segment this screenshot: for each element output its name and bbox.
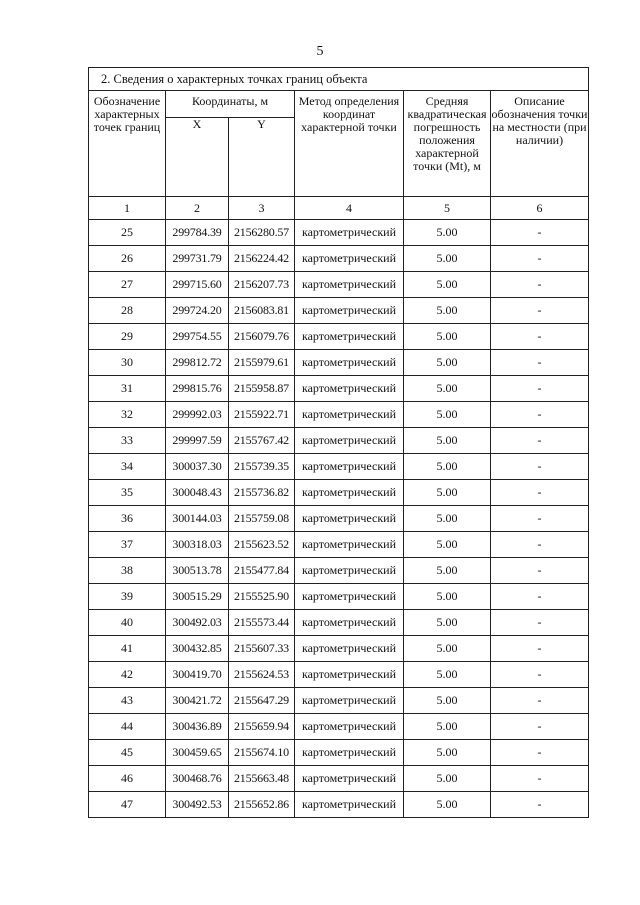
cell-point: 39 bbox=[89, 584, 166, 610]
boundary-points-table bbox=[88, 67, 589, 818]
column-number: 3 bbox=[229, 197, 295, 220]
cell-error: 5.00 bbox=[404, 792, 491, 818]
table-row bbox=[89, 480, 589, 506]
table-row bbox=[89, 688, 589, 714]
cell-error: 5.00 bbox=[404, 246, 491, 272]
cell-y: 2155759.08 bbox=[229, 506, 295, 532]
table-row bbox=[89, 740, 589, 766]
cell-y: 2155623.52 bbox=[229, 532, 295, 558]
table-row bbox=[89, 246, 589, 272]
cell-y: 2155736.82 bbox=[229, 480, 295, 506]
table-row bbox=[89, 610, 589, 636]
cell-method: картометрический bbox=[295, 428, 404, 454]
cell-x: 299992.03 bbox=[166, 402, 229, 428]
cell-y: 2155624.53 bbox=[229, 662, 295, 688]
cell-error: 5.00 bbox=[404, 662, 491, 688]
table-row bbox=[89, 272, 589, 298]
cell-point: 44 bbox=[89, 714, 166, 740]
cell-description: - bbox=[491, 272, 589, 298]
cell-description: - bbox=[491, 402, 589, 428]
cell-y: 2155659.94 bbox=[229, 714, 295, 740]
cell-point: 36 bbox=[89, 506, 166, 532]
cell-error: 5.00 bbox=[404, 506, 491, 532]
table-row bbox=[89, 324, 589, 350]
table-row bbox=[89, 662, 589, 688]
header-y: Y bbox=[229, 118, 295, 197]
cell-method: картометрический bbox=[295, 584, 404, 610]
cell-x: 299997.59 bbox=[166, 428, 229, 454]
cell-description: - bbox=[491, 636, 589, 662]
cell-error: 5.00 bbox=[404, 220, 491, 246]
cell-point: 47 bbox=[89, 792, 166, 818]
table-row bbox=[89, 766, 589, 792]
table-row bbox=[89, 298, 589, 324]
page-number: 5 bbox=[316, 44, 324, 59]
cell-description: - bbox=[491, 298, 589, 324]
cell-point: 43 bbox=[89, 688, 166, 714]
cell-point: 38 bbox=[89, 558, 166, 584]
cell-error: 5.00 bbox=[404, 766, 491, 792]
cell-description: - bbox=[491, 792, 589, 818]
table-row bbox=[89, 220, 589, 246]
cell-y: 2155477.84 bbox=[229, 558, 295, 584]
cell-error: 5.00 bbox=[404, 584, 491, 610]
cell-x: 300421.72 bbox=[166, 688, 229, 714]
header-method: Метод определения координат характерной точки bbox=[295, 91, 404, 197]
cell-x: 299784.39 bbox=[166, 220, 229, 246]
cell-x: 299812.72 bbox=[166, 350, 229, 376]
header-x: X bbox=[166, 118, 229, 197]
cell-method: картометрический bbox=[295, 350, 404, 376]
cell-error: 5.00 bbox=[404, 740, 491, 766]
cell-point: 33 bbox=[89, 428, 166, 454]
cell-x: 299724.20 bbox=[166, 298, 229, 324]
column-numbers-row bbox=[89, 197, 589, 220]
column-number: 1 bbox=[89, 197, 166, 220]
cell-method: картометрический bbox=[295, 558, 404, 584]
cell-error: 5.00 bbox=[404, 350, 491, 376]
cell-description: - bbox=[491, 688, 589, 714]
cell-y: 2155958.87 bbox=[229, 376, 295, 402]
header-point: Обозначение характерных точек границ bbox=[89, 91, 166, 197]
cell-description: - bbox=[491, 584, 589, 610]
cell-method: картометрический bbox=[295, 532, 404, 558]
cell-y: 2156079.76 bbox=[229, 324, 295, 350]
table-row bbox=[89, 402, 589, 428]
header-error: Средняя квадратическая погрешность положения характерной точки (Мt), м bbox=[404, 91, 491, 197]
cell-method: картометрический bbox=[295, 636, 404, 662]
cell-method: картометрический bbox=[295, 610, 404, 636]
cell-y: 2155652.86 bbox=[229, 792, 295, 818]
cell-point: 31 bbox=[89, 376, 166, 402]
cell-x: 300459.65 bbox=[166, 740, 229, 766]
table-row bbox=[89, 532, 589, 558]
cell-method: картометрический bbox=[295, 766, 404, 792]
cell-x: 300492.03 bbox=[166, 610, 229, 636]
table-row bbox=[89, 454, 589, 480]
cell-method: картометрический bbox=[295, 246, 404, 272]
header-coordinates: Координаты, м bbox=[166, 91, 295, 118]
cell-y: 2155979.61 bbox=[229, 350, 295, 376]
cell-y: 2156207.73 bbox=[229, 272, 295, 298]
cell-error: 5.00 bbox=[404, 324, 491, 350]
cell-x: 299715.60 bbox=[166, 272, 229, 298]
cell-point: 26 bbox=[89, 246, 166, 272]
table-row bbox=[89, 792, 589, 818]
cell-point: 25 bbox=[89, 220, 166, 246]
cell-description: - bbox=[491, 714, 589, 740]
cell-y: 2156083.81 bbox=[229, 298, 295, 324]
table-row bbox=[89, 506, 589, 532]
cell-point: 34 bbox=[89, 454, 166, 480]
cell-description: - bbox=[491, 662, 589, 688]
cell-description: - bbox=[491, 324, 589, 350]
cell-method: картометрический bbox=[295, 792, 404, 818]
table-row bbox=[89, 714, 589, 740]
cell-method: картометрический bbox=[295, 506, 404, 532]
cell-method: картометрический bbox=[295, 324, 404, 350]
table-body bbox=[89, 220, 589, 818]
table-row bbox=[89, 558, 589, 584]
cell-point: 32 bbox=[89, 402, 166, 428]
cell-error: 5.00 bbox=[404, 428, 491, 454]
cell-x: 300468.76 bbox=[166, 766, 229, 792]
column-number: 5 bbox=[404, 197, 491, 220]
column-number: 4 bbox=[295, 197, 404, 220]
table-row bbox=[89, 376, 589, 402]
table-row bbox=[89, 584, 589, 610]
cell-method: картометрический bbox=[295, 272, 404, 298]
cell-x: 300318.03 bbox=[166, 532, 229, 558]
cell-point: 41 bbox=[89, 636, 166, 662]
cell-point: 40 bbox=[89, 610, 166, 636]
cell-x: 300436.89 bbox=[166, 714, 229, 740]
cell-method: картометрический bbox=[295, 376, 404, 402]
cell-method: картометрический bbox=[295, 688, 404, 714]
cell-description: - bbox=[491, 506, 589, 532]
column-number: 2 bbox=[166, 197, 229, 220]
column-number: 6 bbox=[491, 197, 589, 220]
cell-x: 299731.79 bbox=[166, 246, 229, 272]
cell-x: 300048.43 bbox=[166, 480, 229, 506]
cell-y: 2155739.35 bbox=[229, 454, 295, 480]
cell-x: 300419.70 bbox=[166, 662, 229, 688]
cell-description: - bbox=[491, 246, 589, 272]
cell-method: картометрический bbox=[295, 740, 404, 766]
cell-y: 2155607.33 bbox=[229, 636, 295, 662]
cell-error: 5.00 bbox=[404, 558, 491, 584]
cell-y: 2155647.29 bbox=[229, 688, 295, 714]
cell-y: 2156224.42 bbox=[229, 246, 295, 272]
cell-error: 5.00 bbox=[404, 376, 491, 402]
cell-method: картометрический bbox=[295, 220, 404, 246]
cell-x: 300144.03 bbox=[166, 506, 229, 532]
cell-point: 27 bbox=[89, 272, 166, 298]
cell-method: картометрический bbox=[295, 480, 404, 506]
cell-y: 2155573.44 bbox=[229, 610, 295, 636]
cell-description: - bbox=[491, 454, 589, 480]
section-title: 2. Сведения о характерных точках границ объекта bbox=[89, 68, 589, 91]
cell-error: 5.00 bbox=[404, 298, 491, 324]
cell-description: - bbox=[491, 610, 589, 636]
header-description: Описание обозначения точки на местности (при наличии) bbox=[491, 91, 589, 197]
cell-y: 2155767.42 bbox=[229, 428, 295, 454]
cell-y: 2155663.48 bbox=[229, 766, 295, 792]
cell-point: 35 bbox=[89, 480, 166, 506]
cell-point: 37 bbox=[89, 532, 166, 558]
cell-error: 5.00 bbox=[404, 636, 491, 662]
cell-description: - bbox=[491, 532, 589, 558]
cell-y: 2156280.57 bbox=[229, 220, 295, 246]
cell-method: картометрический bbox=[295, 714, 404, 740]
cell-description: - bbox=[491, 740, 589, 766]
cell-error: 5.00 bbox=[404, 610, 491, 636]
cell-x: 300513.78 bbox=[166, 558, 229, 584]
cell-method: картометрический bbox=[295, 298, 404, 324]
cell-point: 28 bbox=[89, 298, 166, 324]
cell-point: 46 bbox=[89, 766, 166, 792]
cell-y: 2155525.90 bbox=[229, 584, 295, 610]
cell-y: 2155674.10 bbox=[229, 740, 295, 766]
cell-description: - bbox=[491, 428, 589, 454]
cell-x: 300432.85 bbox=[166, 636, 229, 662]
cell-error: 5.00 bbox=[404, 688, 491, 714]
cell-method: картометрический bbox=[295, 662, 404, 688]
cell-point: 29 bbox=[89, 324, 166, 350]
cell-method: картометрический bbox=[295, 402, 404, 428]
cell-error: 5.00 bbox=[404, 532, 491, 558]
table-row bbox=[89, 350, 589, 376]
cell-description: - bbox=[491, 558, 589, 584]
cell-y: 2155922.71 bbox=[229, 402, 295, 428]
cell-error: 5.00 bbox=[404, 272, 491, 298]
cell-description: - bbox=[491, 376, 589, 402]
cell-error: 5.00 bbox=[404, 402, 491, 428]
cell-error: 5.00 bbox=[404, 480, 491, 506]
cell-description: - bbox=[491, 766, 589, 792]
cell-x: 300515.29 bbox=[166, 584, 229, 610]
cell-x: 299815.76 bbox=[166, 376, 229, 402]
cell-x: 299754.55 bbox=[166, 324, 229, 350]
cell-point: 42 bbox=[89, 662, 166, 688]
cell-description: - bbox=[491, 480, 589, 506]
cell-description: - bbox=[491, 220, 589, 246]
cell-point: 30 bbox=[89, 350, 166, 376]
cell-error: 5.00 bbox=[404, 454, 491, 480]
cell-error: 5.00 bbox=[404, 714, 491, 740]
cell-x: 300037.30 bbox=[166, 454, 229, 480]
cell-description: - bbox=[491, 350, 589, 376]
cell-x: 300492.53 bbox=[166, 792, 229, 818]
table-row bbox=[89, 636, 589, 662]
cell-method: картометрический bbox=[295, 454, 404, 480]
cell-point: 45 bbox=[89, 740, 166, 766]
table-row bbox=[89, 428, 589, 454]
